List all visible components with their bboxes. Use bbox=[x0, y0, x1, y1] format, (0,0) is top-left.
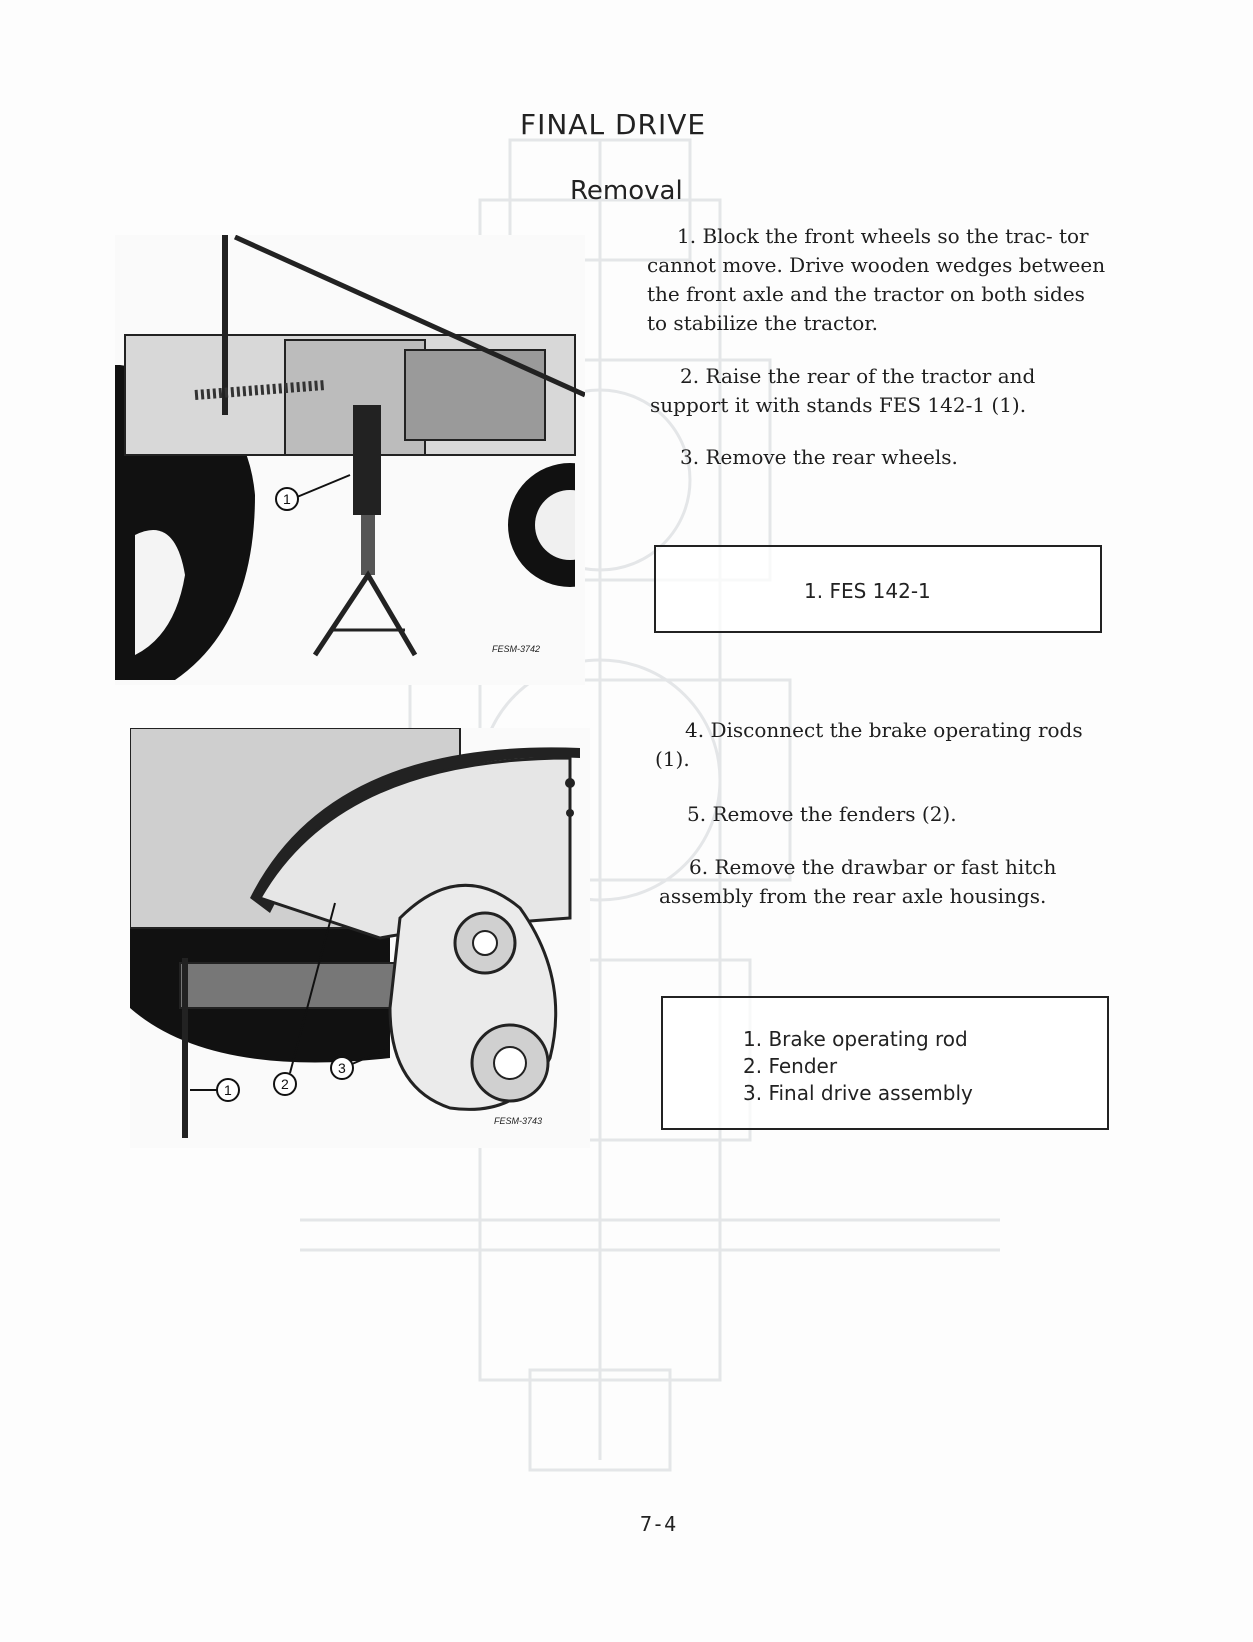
step-2 bbox=[650, 362, 1110, 420]
figure-tractor-on-stand bbox=[115, 235, 585, 685]
step-number: 5. bbox=[687, 802, 707, 826]
step-text: Remove the fenders (2). bbox=[712, 802, 957, 826]
legend-item bbox=[743, 1053, 1107, 1080]
legend-label: Fender bbox=[768, 1054, 838, 1078]
callout-2: 2 bbox=[281, 1076, 289, 1092]
step-number: 6. bbox=[689, 855, 709, 879]
step-text-cont: support it with stands FES 142-1 (1). bbox=[650, 393, 1027, 417]
fender-final-drive-illustration bbox=[130, 728, 590, 1148]
step-text: Disconnect the brake operating bbox=[710, 718, 1032, 742]
legend-label: FES 142-1 bbox=[829, 579, 931, 603]
section-subtitle: Removal bbox=[570, 176, 683, 206]
figure-fender-final-drive bbox=[130, 728, 590, 1148]
step-text-cont: assembly from the rear axle housings. bbox=[659, 884, 1047, 908]
figure-code: FESM-3743 bbox=[494, 1116, 543, 1126]
legend-label: Final drive assembly bbox=[768, 1081, 973, 1105]
step-4 bbox=[655, 716, 1095, 774]
step-text: Remove the rear wheels. bbox=[705, 445, 958, 469]
step-5 bbox=[657, 800, 1097, 829]
step-1 bbox=[647, 222, 1107, 338]
step-number: 2. bbox=[680, 364, 700, 388]
legend-number: 1. bbox=[804, 579, 824, 603]
page-title: FINAL DRIVE bbox=[520, 108, 707, 141]
step-text: Block the front wheels so the trac- bbox=[702, 224, 1053, 248]
legend-label: Brake operating rod bbox=[768, 1027, 968, 1051]
legend-item bbox=[743, 1026, 1107, 1053]
step-text: Remove the drawbar or fast hitch bbox=[714, 855, 1057, 879]
callout-3: 3 bbox=[338, 1060, 346, 1076]
legend-number: 3. bbox=[743, 1081, 763, 1105]
tractor-stand-illustration bbox=[115, 235, 585, 685]
legend-item bbox=[743, 1080, 1107, 1107]
legend-item bbox=[804, 579, 1100, 603]
step-6 bbox=[659, 853, 1099, 911]
callout-1: 1 bbox=[283, 491, 291, 507]
figure-code: FESM-3742 bbox=[492, 644, 541, 654]
step-number: 1. bbox=[677, 224, 697, 248]
legend-number: 1. bbox=[743, 1027, 763, 1051]
figure-legend-box bbox=[661, 996, 1109, 1130]
figure-legend-box bbox=[654, 545, 1102, 633]
callout-1: 1 bbox=[224, 1082, 232, 1098]
step-3 bbox=[650, 443, 1110, 472]
legend-number: 2. bbox=[743, 1054, 763, 1078]
step-number: 4. bbox=[685, 718, 705, 742]
step-text-cont: rods (1). bbox=[655, 718, 1083, 771]
step-text: Raise the rear of the tractor and bbox=[705, 364, 1036, 388]
page-number: 7-4 bbox=[640, 1512, 677, 1536]
step-text-cont: tor cannot move. Drive wooden wedges between the front axle and the tractor on both sides to stabilize the tractor. bbox=[647, 224, 1106, 335]
step-number: 3. bbox=[680, 445, 700, 469]
